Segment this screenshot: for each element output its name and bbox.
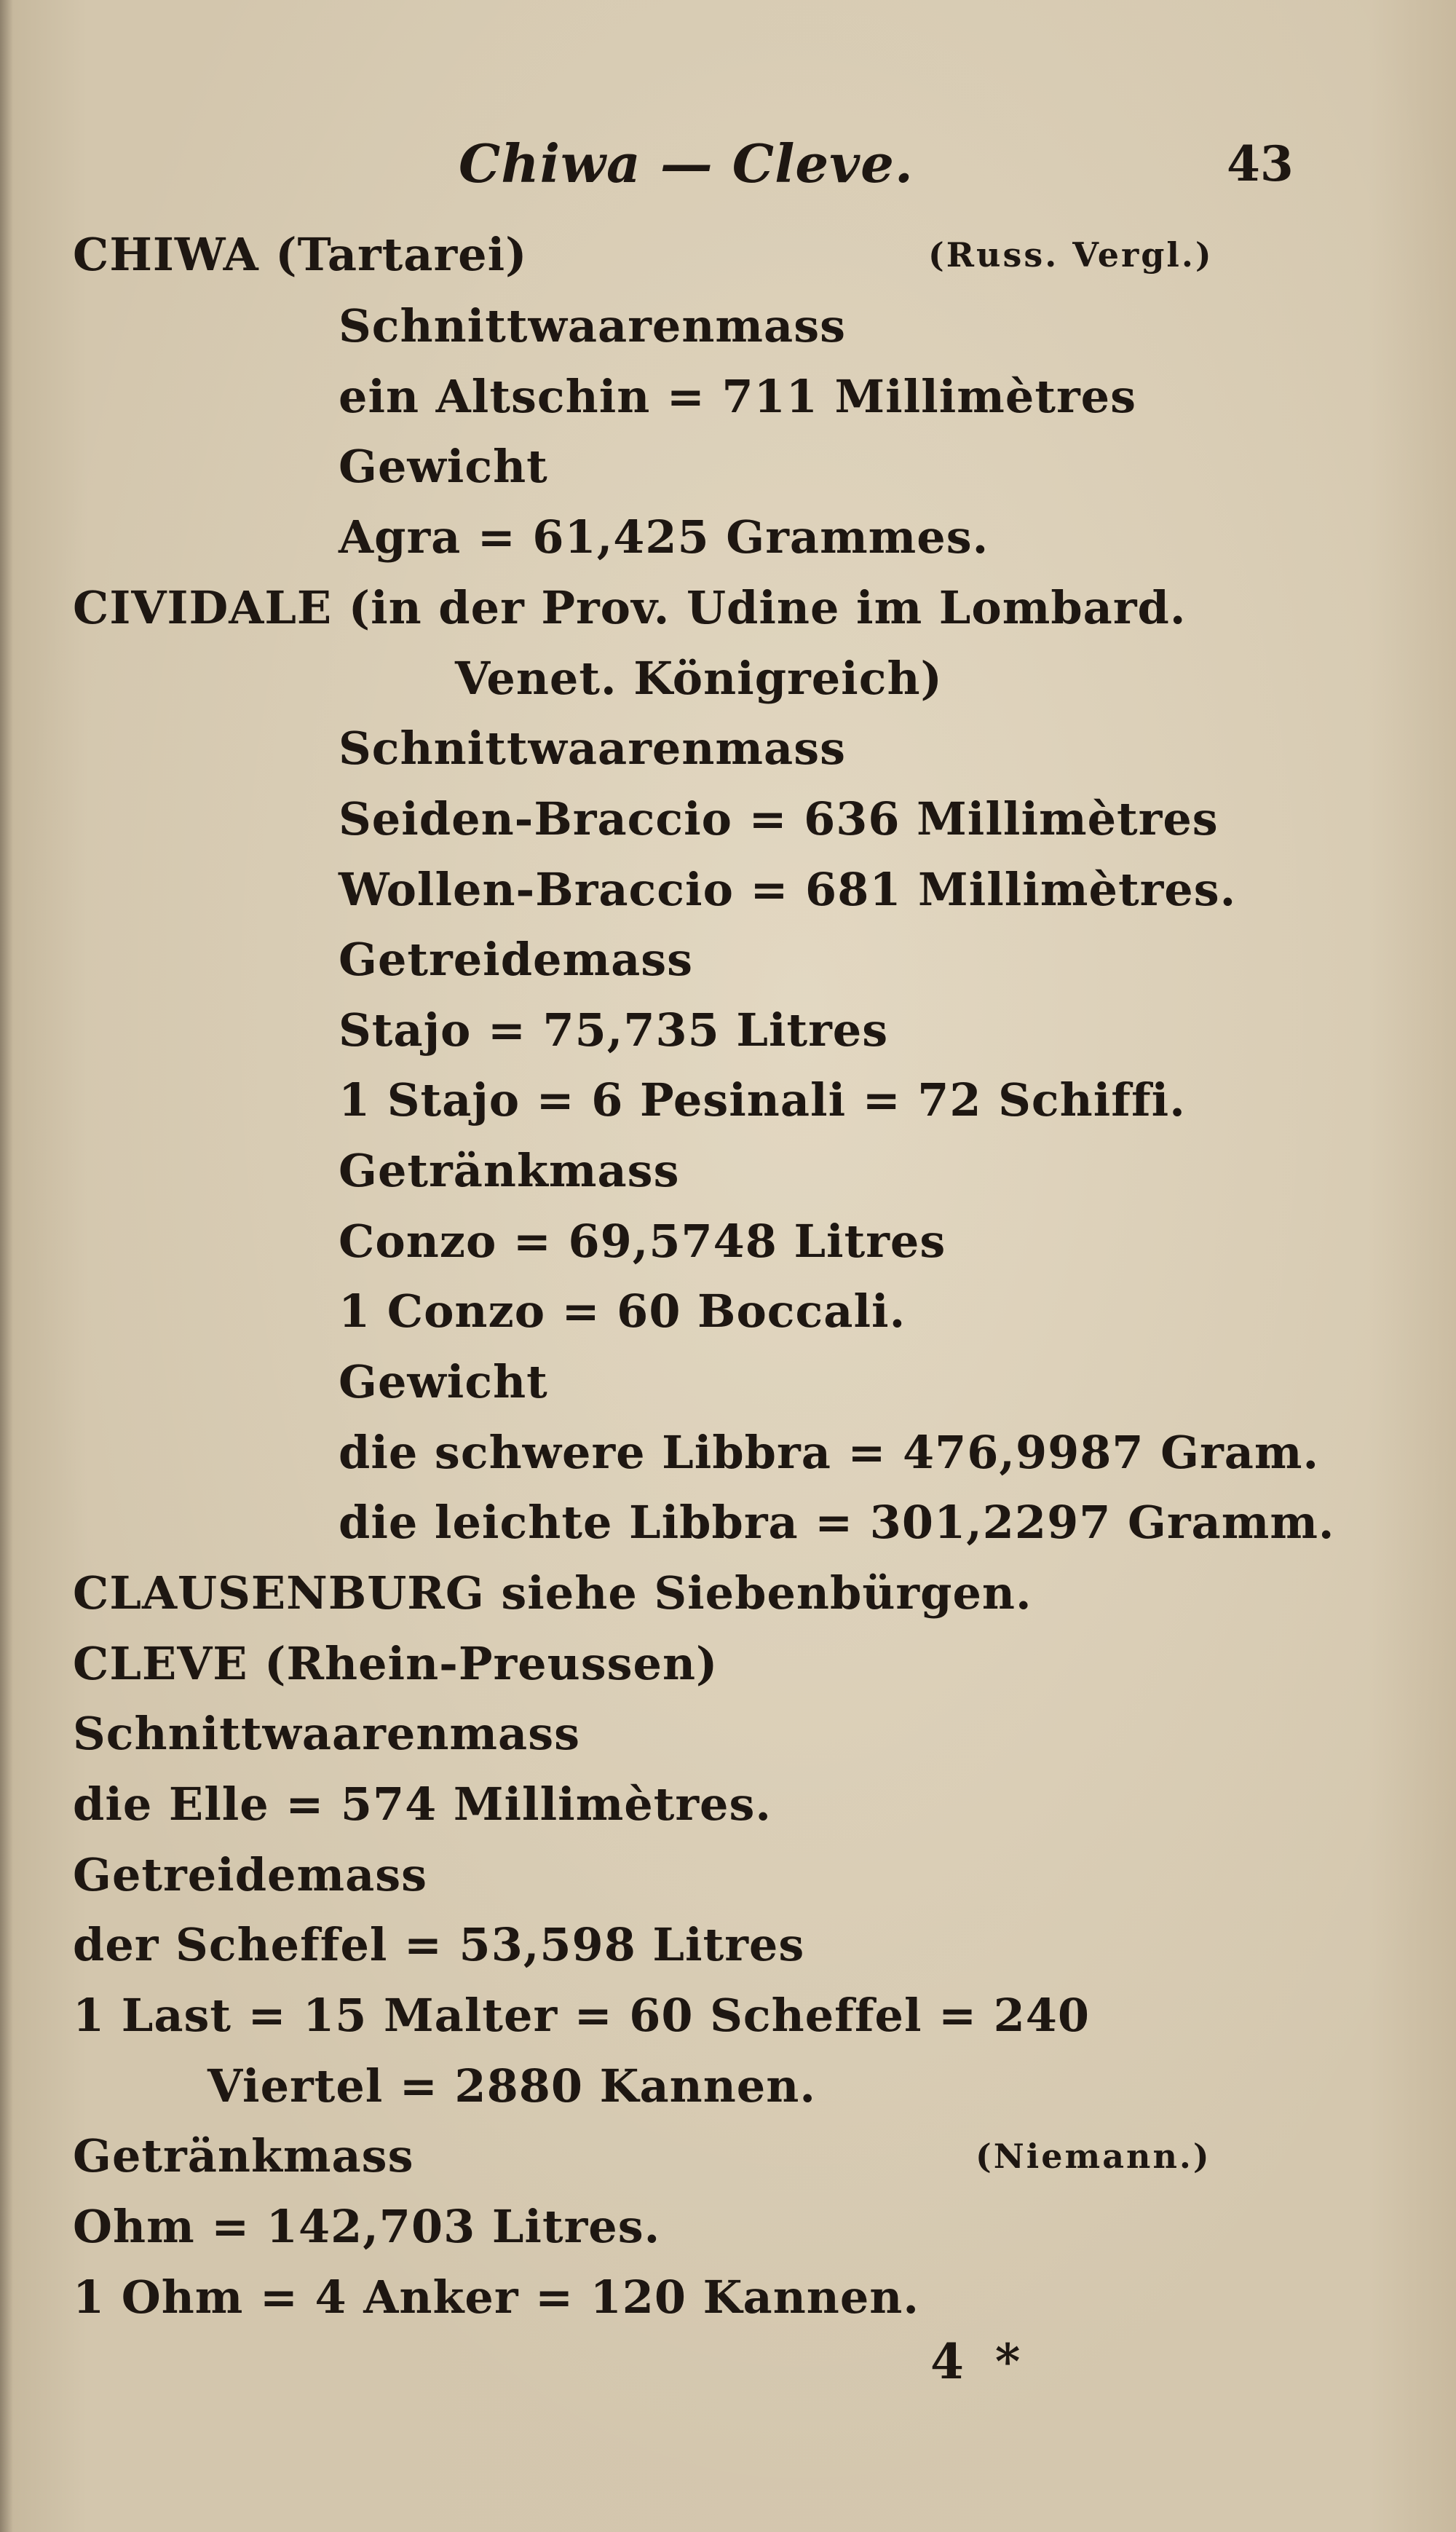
text-line: Gewicht (339, 440, 548, 493)
entry-heading-clausenburg: CLAUSENBURG siehe Siebenbürgen. (73, 1566, 1032, 1620)
text-line: Viertel = 2880 Kannen. (207, 2059, 816, 2113)
text-line: ein Altschin = 711 Millimètres (339, 370, 1136, 423)
text-line: die schwere Libbra = 476,9987 Gram. (339, 1426, 1320, 1479)
text-line: 1 Conzo = 60 Boccali. (339, 1285, 906, 1338)
text-line: der Scheffel = 53,598 Litres (73, 1918, 805, 1971)
text-line: Stajo = 75,735 Litres (339, 1003, 889, 1057)
entry-heading-cleve: CLEVE (Rhein-Preussen) (73, 1637, 719, 1690)
text-line: Ohm = 142,703 Litres. (73, 2200, 661, 2253)
text-line: Gewicht (339, 1355, 548, 1408)
text-line: Getreidemass (73, 1848, 428, 1901)
text-line: Agra = 61,425 Grammes. (339, 510, 989, 564)
text-line: 1 Last = 15 Malter = 60 Scheffel = 240 (73, 1989, 1091, 2042)
text-line: Schnittwaarenmass (339, 299, 847, 352)
text-line: 1 Ohm = 4 Anker = 120 Kannen. (73, 2271, 919, 2324)
running-title: Chiwa — Cleve. (459, 133, 914, 194)
text-line: Seiden-Braccio = 636 Millimètres (339, 792, 1219, 845)
text-line: Schnittwaarenmass (339, 722, 847, 775)
signature-mark: 4 * (930, 2333, 1028, 2390)
text-line: Conzo = 69,5748 Litres (339, 1215, 946, 1268)
text-line: Wollen-Braccio = 681 Millimètres. (339, 863, 1237, 916)
source-note-niemann: (Niemann.) (976, 2137, 1211, 2176)
text-line: Schnittwaarenmass (73, 1707, 581, 1760)
text-line: Getränkmass (73, 2129, 414, 2182)
text-line: 1 Stajo = 6 Pesinali = 72 Schiffi. (339, 1073, 1186, 1127)
entry-heading-cividale: CIVIDALE (in der Prov. Udine im Lombard. (73, 581, 1187, 634)
text-line: die Elle = 574 Millimètres. (73, 1778, 772, 1831)
text-line: Getränkmass (339, 1144, 680, 1197)
page-number: 43 (1227, 135, 1294, 192)
source-note-russ-vergl: (Russ. Vergl.) (928, 235, 1214, 275)
entry-heading-chiwa: CHIWA (Tartarei) (73, 228, 528, 281)
text-line: Venet. Königreich) (455, 652, 943, 705)
text-line: Getreidemass (339, 933, 694, 986)
page-edge-shadow (0, 0, 13, 2532)
text-line: die leichte Libbra = 301,2297 Gramm. (339, 1496, 1335, 1549)
